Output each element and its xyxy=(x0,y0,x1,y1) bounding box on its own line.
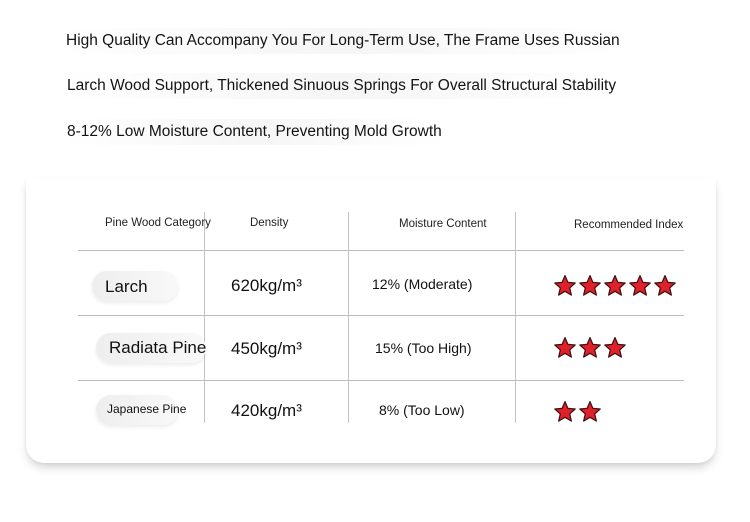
star-icon xyxy=(578,274,602,298)
intro-line-1: High Quality Can Accompany You For Long-Term Use, The Frame Uses Russian xyxy=(60,28,626,54)
star-icon xyxy=(603,274,627,298)
table-cell-density: 620kg/m³ xyxy=(231,276,302,295)
star-icon xyxy=(553,336,577,360)
header-density: Density xyxy=(250,217,289,229)
rating-stars xyxy=(553,400,602,424)
intro-line-3: 8-12% Low Moisture Content, Preventing Mold Growth xyxy=(61,119,448,145)
star-icon xyxy=(578,336,602,360)
star-icon xyxy=(653,274,677,298)
star-icon xyxy=(603,336,627,360)
star-icon xyxy=(628,274,652,298)
table-divider-row2 xyxy=(78,380,684,381)
card-top-fade xyxy=(26,178,716,196)
intro-line-2: Larch Wood Support, Thickened Sinuous Springs For Overall Structural Stability xyxy=(61,73,622,99)
table-column-divider-2 xyxy=(348,212,349,423)
table-divider-header xyxy=(78,250,684,251)
table-cell-name: Radiata Pine xyxy=(109,338,207,357)
table-column-divider-3 xyxy=(515,212,516,423)
star-icon xyxy=(553,400,577,424)
table-divider-row1 xyxy=(78,315,684,316)
table-cell-name: Japanese Pine xyxy=(107,402,187,416)
rating-stars xyxy=(553,274,677,298)
table-cell-moisture: 12% (Moderate) xyxy=(372,276,473,292)
table-cell-name: Larch xyxy=(105,277,148,296)
table-cell-density: 420kg/m³ xyxy=(231,401,302,420)
header-moisture: Moisture Content xyxy=(399,218,487,230)
star-icon xyxy=(578,400,602,424)
header-category: Pine Wood Category xyxy=(105,217,211,229)
comparison-card xyxy=(26,178,716,463)
table-cell-density: 450kg/m³ xyxy=(231,339,302,358)
rating-stars xyxy=(553,336,627,360)
table-cell-moisture: 8% (Too Low) xyxy=(379,402,465,418)
table-cell-moisture: 15% (Too High) xyxy=(375,340,472,356)
table-column-divider-1 xyxy=(204,212,205,423)
star-icon xyxy=(553,274,577,298)
header-recommended: Recommended Index xyxy=(574,219,684,231)
